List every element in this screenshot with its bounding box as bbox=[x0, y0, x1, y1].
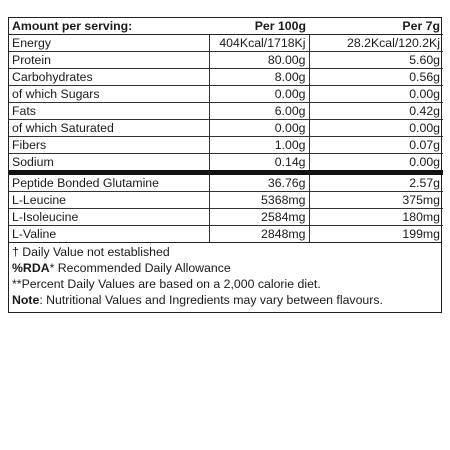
amino-name: L-Leucine bbox=[9, 192, 209, 209]
nutrient-per-serving: 0.00g bbox=[309, 86, 443, 103]
nutrient-per-100g: 0.14g bbox=[209, 154, 309, 173]
nutrient-name: of which Saturated bbox=[9, 120, 209, 137]
table-row bbox=[9, 35, 443, 52]
nutrient-name: Carbohydrates bbox=[9, 69, 209, 86]
nutrient-per-serving: 0.07g bbox=[309, 137, 443, 154]
amino-per-serving: 180mg bbox=[309, 209, 443, 226]
note-label: Note bbox=[12, 293, 40, 307]
nutrient-per-serving: 5.60g bbox=[309, 52, 443, 69]
nutrient-per-100g: 1.00g bbox=[209, 137, 309, 154]
nutrient-per-serving: 0.00g bbox=[309, 120, 443, 137]
nutrient-per-serving: 0.56g bbox=[309, 69, 443, 86]
table-row bbox=[9, 226, 443, 243]
table-row bbox=[9, 137, 443, 154]
table-header-row bbox=[9, 18, 443, 35]
amino-name: L-Isoleucine bbox=[9, 209, 209, 226]
footnote-note bbox=[12, 292, 438, 308]
amino-per-100g: 2848mg bbox=[209, 226, 309, 243]
note-text: : Nutritional Values and Ingredients may vary between flavours. bbox=[39, 293, 383, 307]
table-row bbox=[9, 69, 443, 86]
amino-name: L-Valine bbox=[9, 226, 209, 243]
header-per-100g: Per 100g bbox=[209, 18, 309, 35]
table-row bbox=[9, 86, 443, 103]
footnote-percent-daily: **Percent Daily Values are based on a 2,000 calorie diet. bbox=[12, 277, 321, 291]
nutrient-per-serving: 28.2Kcal/120.2Kj bbox=[347, 36, 440, 50]
amino-name: Peptide Bonded Glutamine bbox=[9, 173, 209, 192]
table-row bbox=[9, 209, 443, 226]
nutrient-per-100g: 0.00g bbox=[209, 120, 309, 137]
header-per-serving: Per 7g bbox=[309, 18, 443, 35]
amino-per-serving: 375mg bbox=[309, 192, 443, 209]
amino-per-100g: 36.76g bbox=[209, 173, 309, 192]
amino-per-serving: 2.57g bbox=[309, 173, 443, 192]
footnote-rda bbox=[12, 260, 438, 276]
amino-per-100g: 2584mg bbox=[209, 209, 309, 226]
nutrient-per-100g: 6.00g bbox=[209, 103, 309, 120]
nutrient-name: Sodium bbox=[9, 154, 209, 173]
footnote-daily-value: † Daily Value not established bbox=[12, 245, 170, 259]
nutrient-per-100g: 0.00g bbox=[209, 86, 309, 103]
rda-text: * Recommended Daily Allowance bbox=[49, 261, 231, 275]
rda-label: %RDA bbox=[12, 261, 50, 275]
table-row bbox=[9, 120, 443, 137]
header-amount-per-serving: Amount per serving: bbox=[9, 18, 209, 35]
table-row bbox=[9, 192, 443, 209]
nutrient-name: of which Sugars bbox=[9, 86, 209, 103]
nutrition-facts-panel bbox=[8, 17, 442, 313]
nutrient-per-serving: 0.42g bbox=[309, 103, 443, 120]
nutrient-name: Energy bbox=[9, 35, 209, 52]
nutrition-table bbox=[9, 18, 443, 242]
nutrient-per-serving: 0.00g bbox=[309, 154, 443, 173]
amino-per-100g: 5368mg bbox=[209, 192, 309, 209]
nutrient-per-100g: 8.00g bbox=[209, 69, 309, 86]
nutrient-per-100g: 404Kcal/1718Kj bbox=[209, 35, 309, 52]
nutrient-name: Protein bbox=[9, 52, 209, 69]
nutrient-name: Fibers bbox=[9, 137, 209, 154]
table-row bbox=[9, 103, 443, 120]
table-row bbox=[9, 173, 443, 192]
table-row bbox=[9, 154, 443, 173]
table-row bbox=[9, 52, 443, 69]
footnotes bbox=[9, 242, 441, 312]
amino-per-serving: 199mg bbox=[309, 226, 443, 243]
nutrient-per-100g: 80.00g bbox=[209, 52, 309, 69]
nutrient-name: Fats bbox=[9, 103, 209, 120]
